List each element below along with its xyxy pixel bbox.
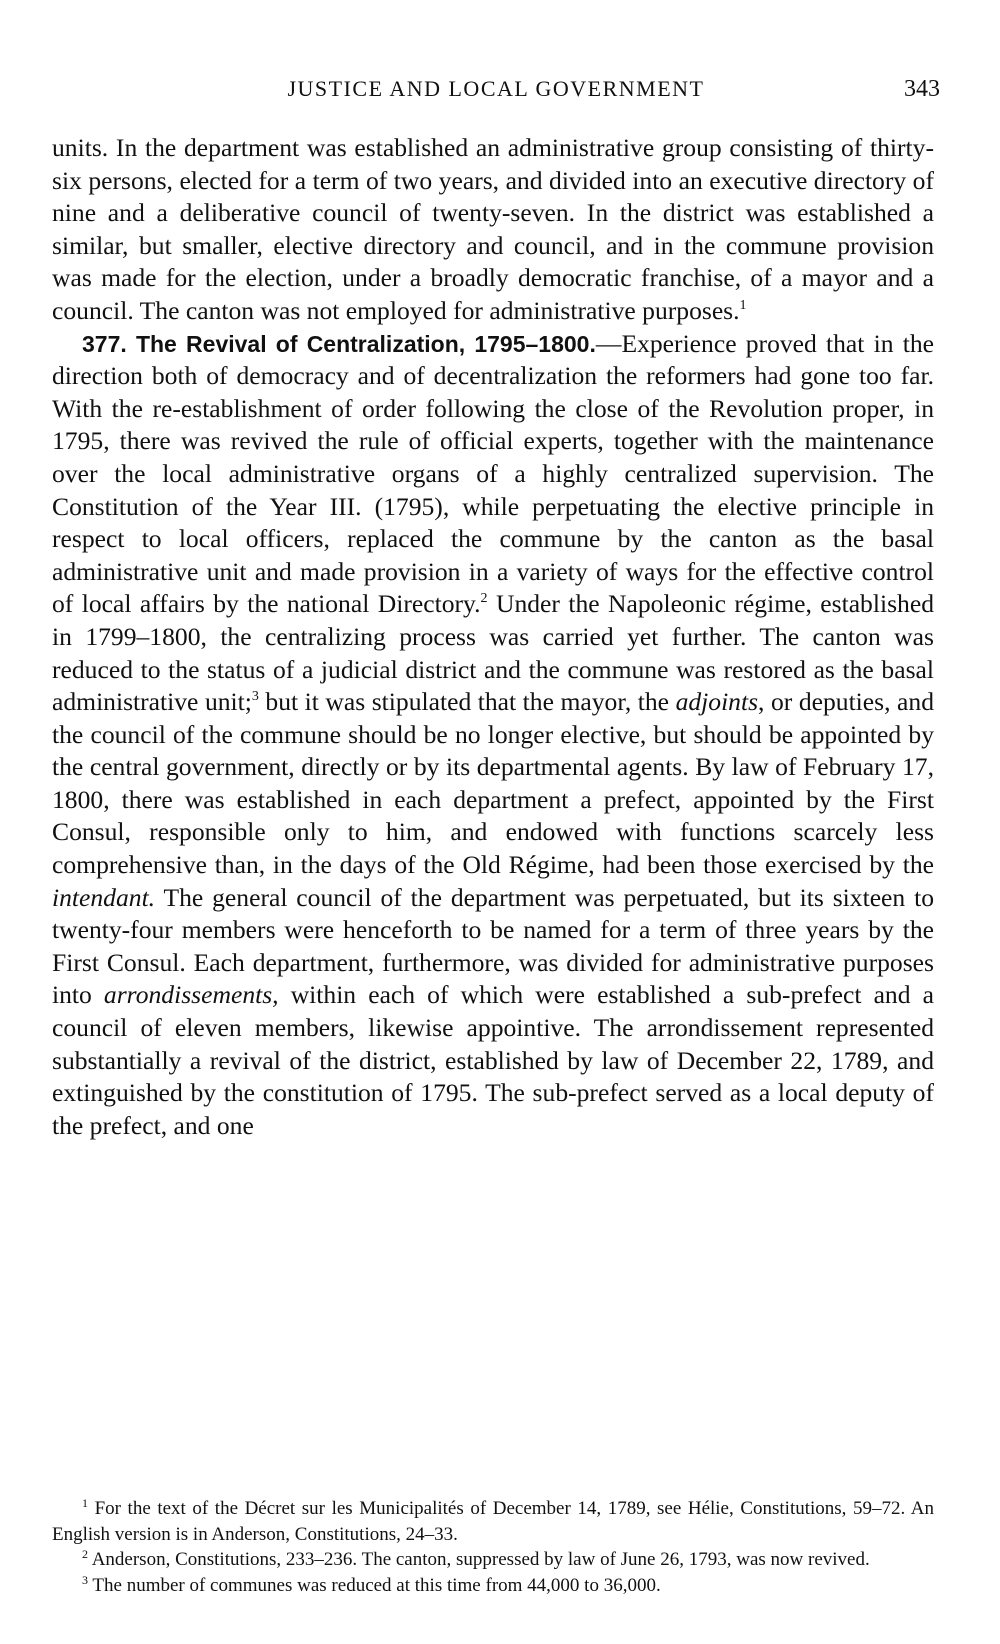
page-number: 343 — [904, 76, 940, 102]
footnote-marker: 3 — [82, 1572, 88, 1587]
footnote — [52, 1496, 934, 1547]
paragraph-text: but it was stipulated that the mayor, the — [258, 687, 676, 717]
paragraph-text: units. In the department was established an administrative group consisting of thirty-six persons, elected for a term of two years, and divided into an executive directory of nine and a deliberative council of twenty-seven. In the district was established a similar, but smaller, elective directory and council, and in the commune provision was made for the election, under a broadly democratic franchise, of a mayor and a council. The canton was not employed for administrative purposes. — [52, 133, 934, 325]
paragraph-text: , or deputies, and the council of the commune should be no longer elective, but should be appointed by the central government, directly or by its departmental agents. By law of February 17, 1800, there was established in each department a prefect, appointed by the First Consul, responsible only to him, and endowed with functions scarcely less comprehensive than, in the days of the Old Régime, had been those exercised by the — [52, 687, 934, 880]
italic-term: arrondissements, — [103, 980, 279, 1010]
footnote-marker: 1 — [82, 1496, 88, 1510]
paragraph-text: —Experience proved that in the direction both of democracy and of decentralization the reformers had gone too far. With the re-establishment of order following the close of the Revolution proper, in 1795, there was revived the rule of official experts, together with the maintenance over the local administrative organs of a highly centralized supervision. The Constitution of the Year III. (1795), while perpetuating the elective principle in respect to local officers, replaced the commune by the canton as the basal administrative unit and made provision in a variety of ways for the effective control of local affairs by the national Directory. — [52, 328, 934, 619]
paragraph-continued — [52, 132, 934, 328]
footnote — [52, 1573, 934, 1599]
running-title: JUSTICE AND LOCAL GOVERNMENT — [287, 76, 705, 101]
footnote-text: Anderson, Constitutions, 233–236. The canton, suppressed by law of June 26, 1793, was now revived. — [88, 1549, 870, 1570]
footnote-ref: 1 — [739, 297, 747, 313]
footnote — [52, 1547, 934, 1573]
footnotes — [52, 1496, 934, 1598]
footnote-text: The number of communes was reduced at this time from 44,000 to 36,000. — [88, 1574, 661, 1596]
section-heading: 377. The Revival of Centralization, 1795–1800. — [82, 330, 596, 357]
italic-term: adjoints — [675, 687, 759, 717]
paragraph-section-377 — [52, 328, 934, 1143]
paragraph-text: The general council of the department was perpetuated, but its sixteen to twenty-four members were henceforth to be named for a term of three years by the First Consul. Each department, furthermore, was divided for administrative purposes into — [52, 882, 934, 1010]
footnote-marker: 2 — [82, 1547, 88, 1561]
running-head — [52, 72, 940, 108]
paragraph-text: within each of which were established a sub-prefect and a council of eleven members, likewise appointive. The arrondissement represented substantially a revival of the district, established by law of December 22, 1789, and extinguished by the constitution of 1795. The sub-prefect served as a local deputy of the prefect, and one — [52, 980, 934, 1140]
footnote-ref: 2 — [480, 591, 488, 607]
italic-term: intendant. — [52, 882, 156, 912]
body-text — [52, 132, 934, 1142]
footnote-ref: 3 — [251, 689, 259, 705]
paragraph-text: Under the Napoleonic régime, established in 1799–1800, the centralizing process was carried yet further. The canton was reduced to the status of a judicial district and the commune was restored as the basal administrative unit; — [52, 589, 934, 717]
footnote-text: For the text of the Décret sur les Municipalités of December 14, 1789, see Hélie, Constitutions, 59–72. An English version is in Anderson, Constitutions, 24–33. — [52, 1498, 934, 1545]
